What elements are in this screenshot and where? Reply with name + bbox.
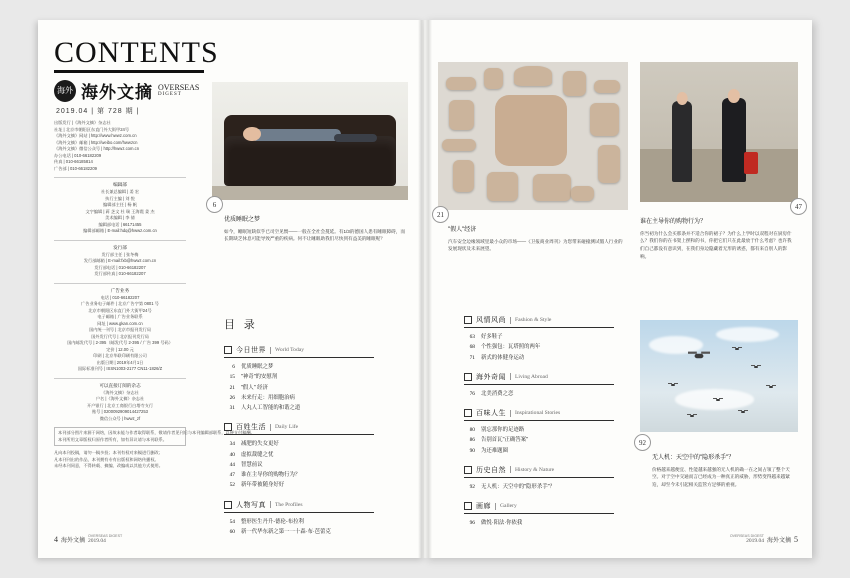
colophon-line: 广告部 | 010-66182209 bbox=[54, 165, 97, 171]
square-icon bbox=[464, 373, 472, 381]
toc-entry-page: 52 bbox=[229, 482, 235, 489]
colophon-line: 电话 | 010-66182207 bbox=[100, 294, 140, 300]
toc-section-profiles[interactable] bbox=[224, 500, 374, 513]
toc-entry[interactable] bbox=[464, 332, 614, 342]
divider-icon bbox=[510, 317, 511, 324]
magazine-logo-icon: 海外 bbox=[54, 80, 76, 102]
toc-entry[interactable] bbox=[224, 403, 374, 413]
colophon-line: 编辑部主任 | 杨 帆 bbox=[103, 202, 137, 208]
toc-entry-text: 虚拟裁缝之忧 bbox=[241, 451, 274, 458]
feature-title: "假人"经济 bbox=[448, 227, 477, 233]
drone-icon bbox=[766, 385, 776, 389]
toc-entry[interactable] bbox=[224, 460, 374, 470]
divider-icon bbox=[270, 424, 271, 431]
toc-entry-text: 为还难题圈 bbox=[481, 447, 508, 454]
folio-magazine-en: OVERSEAS DIGEST bbox=[729, 533, 764, 538]
toc-entry-text: 好多鞋子 bbox=[481, 334, 503, 340]
feature-image-sleep bbox=[212, 82, 408, 200]
feature-caption-drones bbox=[652, 454, 798, 489]
illustration-business-couple bbox=[640, 62, 798, 202]
toc-section-title: 人物写真 bbox=[236, 501, 266, 509]
toc-entry-text: 别忘那你的足迹路 bbox=[481, 427, 525, 434]
toc-entry-page: 86 bbox=[469, 437, 475, 444]
toc-entry-page: 6 bbox=[232, 364, 235, 370]
toc-entry-text: 谁在主导你的购物行为？ bbox=[241, 472, 301, 479]
toc-entry[interactable] bbox=[224, 372, 374, 382]
toc-entry[interactable] bbox=[224, 480, 374, 490]
colophon-line: 文字编辑 | 蒋 芝文 杜 瑞 王海霞 姜 杰 bbox=[85, 208, 155, 214]
feature-title: 无人机：天空中的"隐形杀手"？ bbox=[652, 455, 735, 461]
toc-entry[interactable] bbox=[224, 450, 374, 460]
toc-section-history-nature[interactable] bbox=[464, 465, 614, 478]
toc-entry-text: 做悦·阳法·你依我 bbox=[481, 520, 523, 527]
folio-magazine-cn: 海外文摘 bbox=[61, 538, 86, 544]
divider-icon bbox=[270, 347, 271, 354]
square-icon bbox=[224, 423, 232, 431]
colophon-heading: 广告业务 bbox=[110, 287, 130, 293]
colophon-line: 国际标准刊号 | ISSN1003-2177 CN11-1826/Z bbox=[77, 366, 163, 372]
toc-section-title: 今日世界 bbox=[236, 347, 266, 354]
divider-icon bbox=[510, 373, 511, 380]
toc-entry[interactable] bbox=[224, 383, 374, 393]
toc-entry-text: 个性强包：瓦塔照的两年 bbox=[481, 344, 541, 351]
divider-icon bbox=[510, 466, 511, 473]
feature-body: 如今，睡眠短缺似乎已司空见惯——一般在全社会蔓延。有1/3的德国人患有睡眠障碍，而长期缺乏休息可能导致严重的疾病。何不让睡眠助我们尽快到有益美的睡眠呢？ bbox=[224, 228, 405, 242]
toc-section-fashion-style[interactable] bbox=[464, 315, 614, 328]
masthead-en-sub: DIGEST bbox=[158, 92, 182, 98]
drone-icon bbox=[751, 365, 761, 369]
page-title: CONTENTS bbox=[54, 36, 219, 69]
toc-entry-page: 40 bbox=[229, 451, 235, 458]
toc-entry-page: 60 bbox=[229, 528, 235, 535]
toc-entry-text: 北美消费之恋 bbox=[481, 390, 514, 397]
figure-woman bbox=[672, 101, 693, 182]
toc-entry-page: 63 bbox=[469, 334, 475, 340]
toc-entry-page: 44 bbox=[229, 461, 235, 468]
toc-entry-text: 智慧前议 bbox=[241, 461, 263, 468]
feature-body: 价格越来越便宜、性能越来越强的无人机的确一在之间占领了整个天空。对于空中交通而言已经成为一种真正的威胁，形势变得越来越紧迫，却至今未引起相关监管方足够的重视。 bbox=[652, 466, 790, 488]
toc-entry-page: 76 bbox=[469, 390, 475, 397]
feature-page-number[interactable]: 92 bbox=[634, 434, 651, 451]
folio-meta bbox=[730, 534, 764, 544]
divider-icon bbox=[270, 501, 271, 508]
toc-entry-page: 34 bbox=[229, 441, 235, 448]
toc-entry[interactable] bbox=[464, 435, 614, 445]
toc-section-subtitle: Daily Life bbox=[275, 424, 299, 431]
colophon-line: 发行部主任 | 张冬梅 bbox=[101, 251, 139, 257]
toc-column-left bbox=[224, 336, 374, 537]
toc-entry-text: 减肥的失女更好 bbox=[241, 441, 279, 448]
illustration-sofa bbox=[212, 82, 408, 200]
folio-page-number: 5 bbox=[794, 535, 798, 544]
masthead bbox=[54, 78, 199, 103]
toc-entry-page: 68 bbox=[469, 344, 475, 351]
toc-entry[interactable] bbox=[464, 518, 614, 528]
colophon-line: 国内统一刊号 | 北京市报刊发行局 bbox=[88, 327, 152, 333]
colophon-line: 国内邮发代号 | 2-395（邮发代号 2-395 / 广告 399 号码） bbox=[67, 340, 173, 346]
colophon-line: 户名 |《海外文摘》杂志社 bbox=[95, 396, 145, 402]
colophon-line: 账号 | 0200092909014427253 bbox=[91, 409, 149, 415]
folio-left bbox=[54, 534, 122, 544]
toc-entry[interactable] bbox=[464, 425, 614, 435]
toc-column-right bbox=[464, 306, 614, 528]
colophon-block-distribution bbox=[54, 244, 186, 278]
colophon-line: 未经本刊同意，不得转载、摘编、改编或以其他方式使用。 bbox=[54, 463, 163, 469]
toc-section-title: 海外奇闻 bbox=[476, 373, 506, 381]
toc-entry-text: 新年带被随身好好 bbox=[241, 482, 285, 489]
colophon-line: 开户银行 | 北京工商银行白塔寺支行 bbox=[86, 402, 154, 408]
toc-entry-text: 整形医生丹升-德伦-布拉利 bbox=[241, 518, 304, 525]
toc-section-title: 画廊 bbox=[476, 503, 491, 511]
masthead-en-main: OVERSEAS bbox=[158, 82, 200, 92]
toc-section-gallery[interactable] bbox=[464, 501, 614, 514]
divider bbox=[54, 177, 186, 178]
toc-entry[interactable] bbox=[224, 527, 374, 537]
divider bbox=[54, 283, 186, 284]
illustration-dummies bbox=[438, 62, 628, 210]
square-icon bbox=[224, 346, 232, 354]
red-bag bbox=[744, 152, 758, 174]
feature-page-number[interactable]: 6 bbox=[206, 196, 223, 213]
toc-entry[interactable] bbox=[464, 482, 614, 492]
feature-image-drones bbox=[640, 320, 798, 432]
colophon-block bbox=[54, 120, 186, 172]
toc-section-living-abroad[interactable] bbox=[464, 372, 614, 385]
divider bbox=[54, 240, 186, 241]
toc-entry-page: 21 bbox=[229, 384, 235, 391]
feature-image-shopping bbox=[640, 62, 798, 202]
folio-date: 2019.04 bbox=[88, 537, 106, 544]
feature-caption-sleep bbox=[224, 216, 408, 243]
colophon-line: 定价 | 12.00 元 bbox=[106, 346, 134, 352]
feature-page-number[interactable]: 47 bbox=[790, 198, 807, 215]
toc-entry-text: "神奇"的安慰剂 bbox=[241, 374, 278, 381]
drone-icon bbox=[668, 383, 678, 387]
colophon-line: 网址 | www.gkan.com.cn bbox=[97, 320, 143, 326]
page-gutter bbox=[418, 20, 432, 558]
page-right bbox=[424, 20, 812, 558]
illustration-drones bbox=[640, 320, 798, 432]
toc-entry[interactable] bbox=[464, 446, 614, 456]
colophon-line: 《海外文摘》网站 | http://www.hwwz.com.cn bbox=[54, 133, 137, 138]
toc-section-subtitle: Living Abroad bbox=[515, 373, 548, 380]
colophon-line: 出版日期 | 2019年4月1日 bbox=[96, 359, 144, 365]
toc-entry-text: 未来行走：用细胞治病 bbox=[241, 394, 295, 401]
toc-section-world-today[interactable] bbox=[224, 345, 374, 358]
feature-caption-shopping bbox=[640, 218, 796, 260]
colophon-block-editors bbox=[54, 181, 186, 235]
colophon-block-ads bbox=[54, 287, 186, 373]
colophon-line: 社址 | 北京市朝阳区东直门外大街甲24号 bbox=[54, 126, 130, 132]
colophon-line: 发行部邮箱 | E-mail:fxb@hwwz.com.cn bbox=[83, 258, 157, 264]
folio-magazine-en: OVERSEAS DIGEST bbox=[88, 533, 123, 538]
toc-section-subtitle: History & Nature bbox=[515, 466, 555, 473]
folio-meta bbox=[88, 534, 122, 544]
feature-body: 汽车安全边缘领域里最小众的市场——《卫报商业周刊》为您带来碰撞测试假人行业的发展现状及未来展望。 bbox=[448, 238, 623, 252]
colophon-heading: 可以直接订阅的杂志 bbox=[99, 382, 141, 388]
toc-section-title: 历史自然 bbox=[476, 466, 506, 474]
feature-page-number[interactable]: 21 bbox=[432, 206, 449, 223]
toc-section-inspirational[interactable] bbox=[464, 408, 614, 421]
feature-title: 谁在主导你的购物行为？ bbox=[640, 219, 707, 225]
folio-magazine-cn: 海外文摘 bbox=[766, 538, 791, 544]
square-icon bbox=[224, 501, 232, 509]
divider-icon bbox=[495, 503, 496, 510]
figure-man bbox=[722, 98, 746, 182]
colophon-heading: 编辑部 bbox=[113, 182, 127, 187]
colophon-line: 本刊所用文章版权归原作者所有，如有异议请与本刊联系。 bbox=[58, 436, 167, 442]
feature-body: 你当初为什么会买那条并不适合你的裙子？为什么上学时以双程对在厨房什么？我们你的在书架上摆和的书，你把它们只在此最放于什么考虑？也许我们自己都没有意识到，在我们身边隐藏着无形的诱惑，都有来自别人的影响。 bbox=[640, 230, 792, 259]
feature-title: 优质睡眠之梦 bbox=[224, 217, 261, 223]
masthead-cn: 海外文摘 bbox=[81, 83, 153, 102]
colophon-heading: 发行部 bbox=[113, 244, 127, 250]
colophon-line: 办公电话 | 010-66182209 bbox=[54, 152, 102, 158]
colophon-line: 出版发行 |《海外文摘》杂志社 bbox=[54, 120, 111, 125]
page-left bbox=[38, 20, 424, 558]
colophon-copyright bbox=[54, 450, 186, 470]
square-icon bbox=[464, 466, 472, 474]
drone-icon bbox=[732, 347, 742, 351]
colophon-line: 本刊部分图片来源于网络，因故未能与作者取得联系，敬请作者见刊后与本刊编辑部联系，以便支付稿酬。 bbox=[58, 430, 255, 436]
toc-entry-text: 新一代华东新之第一一十森·布·芭蕾克 bbox=[241, 528, 331, 535]
drone-icon bbox=[738, 410, 748, 414]
colophon-line: 国外发行代号 | 北京报刊发行局 bbox=[91, 333, 149, 339]
colophon-line: 发行部传真 | 010-66182207 bbox=[94, 271, 146, 277]
toc-entry[interactable] bbox=[224, 439, 374, 449]
toc-entry-page: 92 bbox=[469, 483, 475, 490]
toc-entry[interactable] bbox=[224, 362, 374, 372]
colophon-line: 《海外文摘》邮箱 | http://weibo.com/hwwzcn bbox=[54, 139, 138, 145]
toc-entry[interactable] bbox=[224, 470, 374, 480]
toc-entry-page: 26 bbox=[229, 394, 235, 401]
colophon-line: 编辑部邮箱 | E-mail:hdq@hwwz.com.cn bbox=[83, 228, 157, 234]
toc-entry-text: 优质睡眠之梦 bbox=[241, 364, 274, 370]
drone-icon bbox=[713, 398, 723, 402]
toc-section-subtitle: Inspirational Stories bbox=[515, 410, 561, 417]
toc-section-title: 百姓生活 bbox=[236, 424, 266, 432]
toc-entry-page: 71 bbox=[469, 354, 475, 361]
toc-entry-page: 15 bbox=[229, 374, 235, 381]
toc-entry-page: 31 bbox=[229, 405, 235, 412]
square-icon bbox=[464, 409, 472, 417]
toc-entry-text: 无人机：天空中的"隐形杀手"？ bbox=[481, 483, 555, 490]
colophon-line: 美术编辑 | 李 倩 bbox=[105, 215, 135, 221]
toc-entry-page: 54 bbox=[229, 518, 235, 525]
colophon-line: 社长兼总编辑 | 姜 宏 bbox=[100, 189, 140, 195]
toc-entry[interactable] bbox=[464, 342, 614, 352]
toc-entry-page: 96 bbox=[469, 520, 475, 527]
colophon-line: 广告业务电子邮件 | 北京广告字第 0801 号 bbox=[81, 301, 159, 307]
issue-line: 2019.04 | 第 728 期 | bbox=[56, 108, 140, 115]
colophon-line: 编辑部电话 | 66171455 bbox=[98, 221, 142, 227]
folio-date: 2019.04 bbox=[746, 537, 764, 544]
colophon-line: 微信公众号 | hwwz_zf bbox=[99, 415, 141, 421]
toc-entry-text: 人丸人工智能的和谐之道 bbox=[241, 405, 301, 412]
toc-entry-text: "假人" 经济 bbox=[241, 384, 268, 391]
toc-section-title: 百味人生 bbox=[476, 410, 506, 418]
toc-entry-page: 80 bbox=[469, 427, 475, 434]
toc-entry-page: 47 bbox=[229, 472, 235, 479]
divider bbox=[54, 378, 186, 379]
toc-section-subtitle: Gallery bbox=[500, 503, 517, 510]
colophon-line: 印刷 | 北京华联印刷有限公司 bbox=[93, 353, 147, 359]
toc-entry-text: 新式的体健身运动 bbox=[481, 354, 525, 361]
toc-entry[interactable] bbox=[224, 393, 374, 403]
colophon-block-subscribe bbox=[54, 382, 186, 423]
colophon-line: 《海外文摘》杂志社 bbox=[101, 389, 139, 395]
toc-section-subtitle: World Today bbox=[275, 347, 305, 353]
colophon-line: 凡本刊刊出的作品，本刊拥有专有出版权和网络传播权。 bbox=[54, 456, 159, 462]
masthead-en bbox=[158, 84, 199, 98]
colophon-line: 电子邮箱 | 广告业务联系 bbox=[97, 314, 143, 320]
toc-entry[interactable] bbox=[224, 517, 374, 527]
divider-icon bbox=[510, 410, 511, 417]
toc-section-daily-life[interactable] bbox=[224, 422, 374, 435]
toc-section-subtitle: The Profiles bbox=[275, 501, 303, 508]
toc-entry[interactable] bbox=[464, 389, 614, 399]
toc-entry-text: 告别首瓦"正确答案" bbox=[481, 437, 528, 444]
toc-section-subtitle: Fashion & Style bbox=[515, 317, 552, 323]
colophon-line: 凡向本刊投稿，请勿一稿多投；本刊有权对来稿进行删改； bbox=[54, 450, 163, 456]
colophon-line: 发行部电话 | 010-66182207 bbox=[94, 264, 146, 270]
toc-entry[interactable] bbox=[464, 353, 614, 363]
folio-page-number: 4 bbox=[54, 535, 58, 544]
drone-icon bbox=[688, 351, 710, 360]
drone-icon bbox=[687, 414, 697, 418]
colophon-line: 执行主编 | 刘 悦 bbox=[105, 195, 135, 201]
square-icon bbox=[464, 316, 472, 324]
colophon-line: 传真 | 010-66185814 bbox=[54, 159, 93, 164]
toc-section-title: 风情风尚 bbox=[476, 317, 506, 324]
toc-heading: 目 录 bbox=[224, 319, 258, 331]
feature-image-dummies bbox=[438, 62, 628, 210]
colophon-line: 《海外文摘》微信公众号 | http://hwwz.com.cn bbox=[54, 146, 140, 151]
folio-right bbox=[730, 534, 798, 544]
colophon-line: 北京市朝阳区东直门外大街甲24号 bbox=[88, 307, 152, 313]
feature-caption-dummies bbox=[448, 226, 626, 253]
toc-entry-page: 90 bbox=[469, 447, 475, 454]
square-icon bbox=[464, 502, 472, 510]
title-rule bbox=[54, 70, 204, 73]
